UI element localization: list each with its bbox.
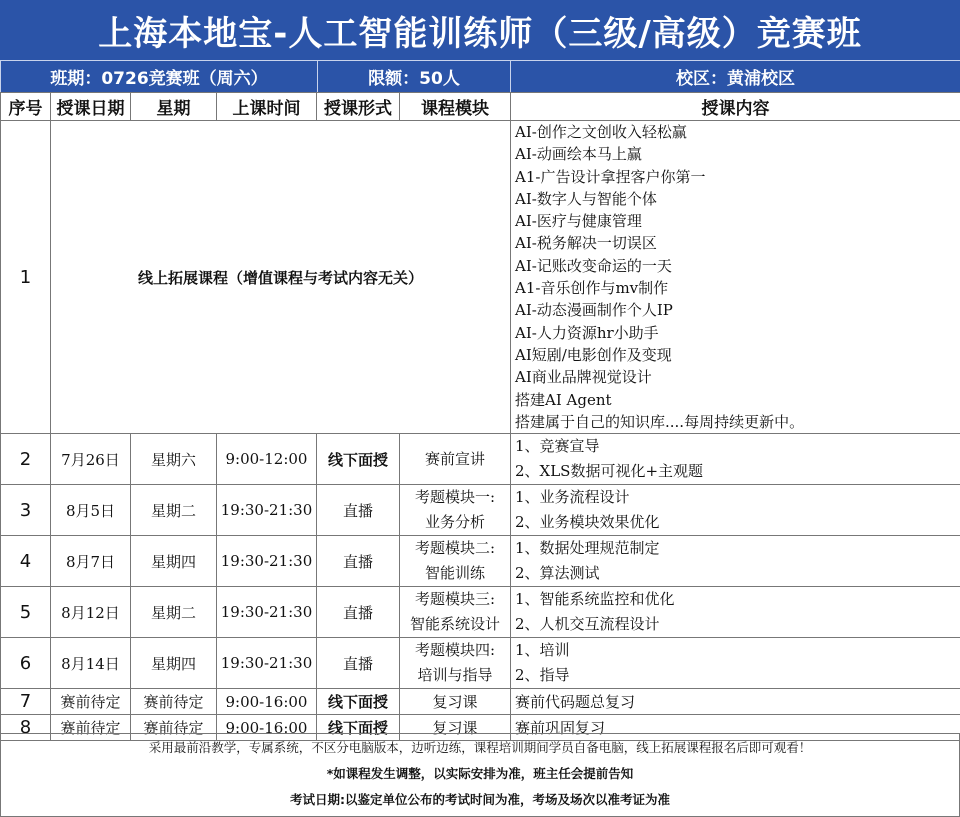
- quota: 限额：50人: [318, 61, 511, 93]
- footer-adjustment-note: *如课程发生调整，以实际安排为准，班主任会提前告知: [326, 766, 634, 781]
- row-weekday: 星期四: [131, 536, 217, 587]
- row-content: [511, 485, 960, 536]
- module-line: 智能训练: [424, 564, 485, 583]
- module-line: 业务分析: [424, 513, 485, 532]
- row-module: 复习课: [400, 715, 511, 741]
- list-item: AI-税务解决一切误区: [515, 234, 657, 253]
- module-line: 赛前宣讲: [424, 449, 485, 468]
- table-header-row: [1, 93, 960, 121]
- row-module: [400, 587, 511, 638]
- row-no: 8: [1, 715, 51, 741]
- list-item: AI商业品牌视觉设计: [515, 368, 652, 387]
- row-content: [511, 638, 960, 689]
- list-item: 搭建AI Agent: [515, 390, 612, 409]
- row-date: 8月12日: [51, 587, 131, 638]
- header-date: 授课日期: [51, 93, 131, 121]
- row-content: 赛前巩固复习: [511, 715, 960, 741]
- class-info-bar: [0, 60, 960, 93]
- header-content: 授课内容: [511, 93, 960, 121]
- row-no: 7: [1, 689, 51, 715]
- content-line: 1、数据处理规范制定: [515, 539, 660, 558]
- row-weekday: 星期四: [131, 638, 217, 689]
- schedule-table: [0, 92, 960, 741]
- row-date: 8月5日: [51, 485, 131, 536]
- row-content: 赛前代码题总复习: [511, 689, 960, 715]
- campus: 校区：黄浦校区: [511, 61, 960, 93]
- module-line: 考题模块二:: [414, 539, 496, 558]
- row-no: 3: [1, 485, 51, 536]
- row-weekday: 赛前待定: [131, 715, 217, 741]
- list-item: AI-创作之文创收入轻松赢: [515, 123, 687, 141]
- row-module: [400, 485, 511, 536]
- list-item: AI-记账改变命运的一天: [515, 256, 672, 275]
- row-date: 8月7日: [51, 536, 131, 587]
- row-no: 2: [1, 434, 51, 485]
- content-line: 1、业务流程设计: [515, 488, 630, 507]
- table-row: [1, 434, 960, 485]
- row-format: 直播: [317, 638, 400, 689]
- row-time: 19:30-21:30: [217, 587, 317, 638]
- online-course-label: 线上拓展课程（增值课程与考试内容无关）: [51, 121, 511, 434]
- table-row: [1, 689, 960, 715]
- row-content: [511, 434, 960, 485]
- row-weekday: 星期六: [131, 434, 217, 485]
- content-line: 1、竞赛宣导: [515, 437, 600, 456]
- row-time: 19:30-21:30: [217, 638, 317, 689]
- row-no: 4: [1, 536, 51, 587]
- page-title: 上海本地宝-人工智能训练师（三级/高级）竞赛班: [0, 0, 960, 61]
- content-line: 1、智能系统监控和优化: [515, 590, 675, 609]
- header-no: 序号: [1, 93, 51, 121]
- module-line: 考题模块四:: [414, 641, 496, 660]
- row-module: 复习课: [400, 689, 511, 715]
- table-row: [1, 587, 960, 638]
- header-module: 课程模块: [400, 93, 511, 121]
- table-row: [1, 485, 960, 536]
- content-line: 1、培训: [515, 641, 570, 660]
- row-weekday: 星期二: [131, 587, 217, 638]
- row-time: 19:30-21:30: [217, 536, 317, 587]
- module-line: 考题模块一:: [414, 488, 496, 507]
- row-date: 赛前待定: [51, 715, 131, 741]
- row-date: 7月26日: [51, 434, 131, 485]
- row-format: 线下面授: [317, 689, 400, 715]
- row-no: 1: [1, 121, 51, 434]
- class-period: 班期：0726竞赛班（周六）: [1, 61, 318, 93]
- header-time: 上课时间: [217, 93, 317, 121]
- footer-notes: [0, 733, 960, 817]
- table-row: [1, 121, 960, 434]
- list-item: AI-动态漫画制作个人IP: [515, 301, 673, 320]
- list-item: AI-人力资源hr小助手: [515, 323, 659, 342]
- row-module: [400, 638, 511, 689]
- list-item: AI-数字人与智能个体: [515, 189, 657, 208]
- row-time: 19:30-21:30: [217, 485, 317, 536]
- list-item: A1-广告设计拿捏客户你第一: [515, 167, 706, 186]
- row-time: 9:00-16:00: [217, 715, 317, 741]
- list-item: AI-医疗与健康管理: [515, 212, 642, 231]
- content-line: 2、指导: [515, 666, 570, 685]
- row-weekday: 赛前待定: [131, 689, 217, 715]
- module-line: 考题模块三:: [414, 590, 496, 609]
- list-item: 搭建属于自己的知识库....每周持续更新中。: [515, 412, 805, 431]
- row-date: 8月14日: [51, 638, 131, 689]
- row-weekday: 星期二: [131, 485, 217, 536]
- content-line: 2、算法测试: [515, 564, 600, 583]
- footer-exam-note: 考试日期:以鉴定单位公布的考试时间为准，考场及场次以准考证为准: [289, 792, 670, 807]
- row-module: [400, 434, 511, 485]
- row-no: 5: [1, 587, 51, 638]
- row-format: 直播: [317, 536, 400, 587]
- list-item: AI-动画绘本马上赢: [515, 145, 642, 164]
- content-line: 2、人机交互流程设计: [515, 615, 660, 634]
- module-line: 培训与指导: [417, 666, 493, 685]
- content-line: 2、业务模块效果优化: [515, 513, 660, 532]
- table-row: [1, 638, 960, 689]
- header-format: 授课形式: [317, 93, 400, 121]
- row-time: 9:00-16:00: [217, 689, 317, 715]
- row-content: [511, 587, 960, 638]
- row-format: 直播: [317, 587, 400, 638]
- row-time: 9:00-12:00: [217, 434, 317, 485]
- content-line: 2、XLS数据可视化+主观题: [515, 462, 704, 481]
- footer-note: 采用最前沿教学，专属系统，不区分电脑版本，边听边练，课程培训期间学员自备电脑，线上拓展课程报名后即可观看！: [148, 740, 812, 755]
- row-format: 线下面授: [317, 434, 400, 485]
- row-module: [400, 536, 511, 587]
- row-format: 线下面授: [317, 715, 400, 741]
- list-item: A1-音乐创作与mv制作: [515, 279, 669, 298]
- row-content: [511, 536, 960, 587]
- list-item: AI短剧/电影创作及变现: [515, 345, 672, 364]
- header-weekday: 星期: [131, 93, 217, 121]
- online-course-list: [511, 121, 960, 434]
- table-row: [1, 536, 960, 587]
- row-date: 赛前待定: [51, 689, 131, 715]
- row-format: 直播: [317, 485, 400, 536]
- row-no: 6: [1, 638, 51, 689]
- module-line: 智能系统设计: [409, 615, 500, 634]
